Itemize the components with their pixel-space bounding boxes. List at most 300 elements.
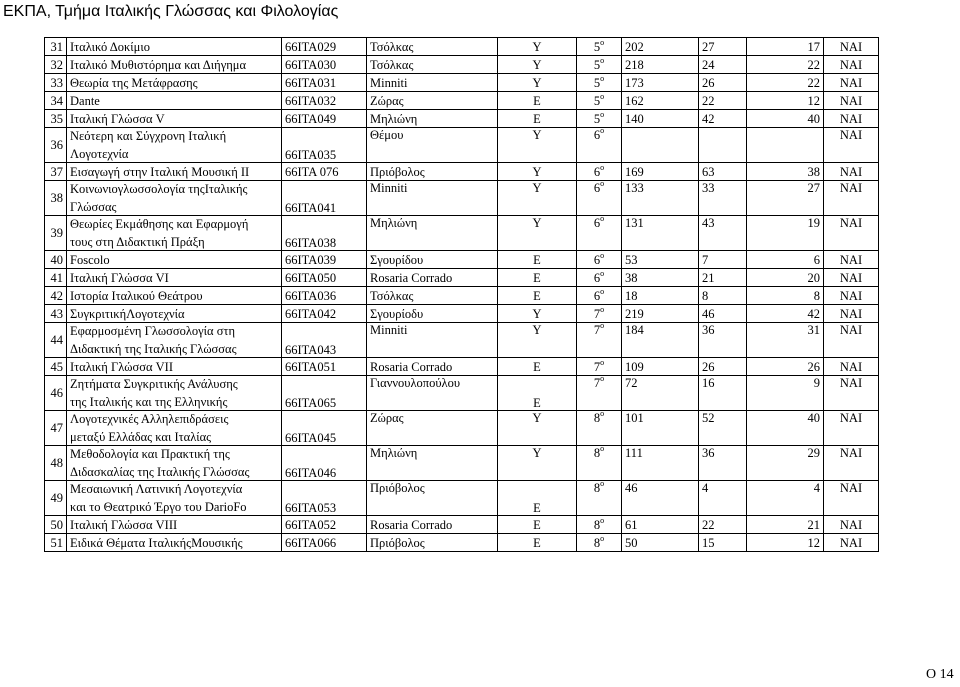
course-type-cell: Ε bbox=[498, 92, 577, 110]
semester-ordinal: ο bbox=[600, 480, 605, 488]
semester-number: 6 bbox=[593, 181, 601, 195]
course-name-cell: Ιταλική Γλώσσα VII bbox=[67, 358, 282, 376]
course-name-line: Κοινωνιογλωσσολογία τηςΙταλικής bbox=[70, 182, 248, 196]
instructor-cell: Μηλιώνη bbox=[367, 216, 498, 251]
evaluation-status-cell: ΝΑΙ bbox=[824, 251, 879, 269]
count-registered-cell: 219 bbox=[622, 305, 699, 323]
count-registered-cell: 109 bbox=[622, 358, 699, 376]
count-evaluated-cell: 40 bbox=[747, 411, 824, 446]
semester-ordinal: ο bbox=[600, 37, 605, 47]
instructor-cell: Θέμου bbox=[367, 128, 498, 163]
course-code: 66ΙΤΑ046 bbox=[285, 466, 337, 480]
semester-ordinal: ο bbox=[600, 304, 605, 314]
course-type-cell: Υ bbox=[498, 38, 577, 56]
row-number-cell: 40 bbox=[45, 251, 67, 269]
semester-cell bbox=[577, 163, 622, 181]
table-row bbox=[45, 516, 879, 534]
semester-ordinal: ο bbox=[600, 215, 605, 223]
count-registered-cell: 46 bbox=[622, 481, 699, 516]
instructor-cell: Ζώρας bbox=[367, 411, 498, 446]
count-registered-cell: 131 bbox=[622, 216, 699, 251]
instructor-cell: Μηλιώνη bbox=[367, 110, 498, 128]
course-code-cell bbox=[282, 411, 367, 446]
semester-ordinal: ο bbox=[600, 268, 605, 278]
instructor-cell: Τσόλκας bbox=[367, 287, 498, 305]
count-evaluated-cell: 12 bbox=[747, 92, 824, 110]
course-code: 66ΙΤΑ043 bbox=[285, 343, 337, 357]
course-type-cell: Ε bbox=[498, 110, 577, 128]
semester-cell bbox=[577, 305, 622, 323]
count-registered-cell: 218 bbox=[622, 56, 699, 74]
evaluation-status-cell: ΝΑΙ bbox=[824, 128, 879, 163]
count-evaluated-cell: 42 bbox=[747, 305, 824, 323]
count-registered-cell: 202 bbox=[622, 38, 699, 56]
count-participated-cell: 33 bbox=[699, 181, 747, 216]
course-name-cell bbox=[67, 411, 282, 446]
course-name-line: Διδασκαλίας της Ιταλικής Γλώσσας bbox=[70, 465, 250, 479]
course-type-cell: Ε bbox=[498, 358, 577, 376]
row-number-cell: 51 bbox=[45, 534, 67, 552]
course-code-cell: 66ΙΤΑ042 bbox=[282, 305, 367, 323]
count-participated-cell: 27 bbox=[699, 38, 747, 56]
window-title: ΕΚΠΑ, Τμήμα Ιταλικής Γλώσσας και Φιλολογίας bbox=[3, 3, 339, 20]
semester-number: 8 bbox=[593, 517, 601, 532]
course-code-cell: 66ΙΤΑ031 bbox=[282, 74, 367, 92]
semester-ordinal: ο bbox=[600, 533, 605, 543]
evaluation-status-cell: ΝΑΙ bbox=[824, 358, 879, 376]
table-row bbox=[45, 56, 879, 74]
course-name-line: Διδακτική της Ιταλικής Γλώσσας bbox=[70, 342, 237, 356]
evaluation-status-cell: ΝΑΙ bbox=[824, 516, 879, 534]
table-row bbox=[45, 481, 879, 516]
semester-cell bbox=[577, 269, 622, 287]
instructor-cell: Minniti bbox=[367, 323, 498, 358]
row-number-cell: 42 bbox=[45, 287, 67, 305]
table-row bbox=[45, 38, 879, 56]
count-participated-cell: 52 bbox=[699, 411, 747, 446]
course-type-cell: Υ bbox=[498, 56, 577, 74]
row-number-cell: 33 bbox=[45, 74, 67, 92]
evaluation-status-cell: ΝΑΙ bbox=[824, 216, 879, 251]
semester-ordinal: ο bbox=[600, 515, 605, 525]
evaluation-status-cell: ΝΑΙ bbox=[824, 446, 879, 481]
count-evaluated-cell: 26 bbox=[747, 358, 824, 376]
evaluation-status-cell: ΝΑΙ bbox=[824, 163, 879, 181]
semester-ordinal: ο bbox=[600, 73, 605, 83]
course-type-cell: Ε bbox=[498, 481, 577, 516]
count-evaluated-cell: 20 bbox=[747, 269, 824, 287]
semester-number: 5 bbox=[593, 111, 601, 126]
semester-ordinal: ο bbox=[600, 250, 605, 260]
count-registered-cell: 72 bbox=[622, 376, 699, 411]
semester-number: 5 bbox=[593, 39, 601, 54]
semester-number: 5 bbox=[593, 93, 601, 108]
semester-number: 6 bbox=[593, 216, 601, 230]
count-participated-cell: 26 bbox=[699, 74, 747, 92]
course-type-cell: Υ bbox=[498, 411, 577, 446]
evaluation-status-cell: ΝΑΙ bbox=[824, 56, 879, 74]
table-row bbox=[45, 323, 879, 358]
table-row bbox=[45, 251, 879, 269]
course-name-line: Θεωρίες Εκμάθησης και Εφαρμογή bbox=[70, 217, 249, 231]
course-name-cell bbox=[67, 446, 282, 481]
count-evaluated-cell: 40 bbox=[747, 110, 824, 128]
instructor-cell: Μηλιώνη bbox=[367, 446, 498, 481]
course-type-cell: Ε bbox=[498, 287, 577, 305]
course-code: 66ΙΤΑ035 bbox=[285, 148, 337, 162]
course-type-cell: Υ bbox=[498, 323, 577, 358]
course-name-line: Εφαρμοσμένη Γλωσσολογία στη bbox=[70, 324, 236, 338]
semester-number: 8 bbox=[593, 411, 601, 425]
row-number-cell: 47 bbox=[45, 411, 67, 446]
table-row bbox=[45, 110, 879, 128]
semester-ordinal: ο bbox=[600, 109, 605, 119]
course-name-cell: Ιταλική Γλώσσα VI bbox=[67, 269, 282, 287]
semester-cell bbox=[577, 534, 622, 552]
semester-cell bbox=[577, 38, 622, 56]
count-participated-cell: 21 bbox=[699, 269, 747, 287]
count-evaluated-cell: 29 bbox=[747, 446, 824, 481]
instructor-cell: Minniti bbox=[367, 181, 498, 216]
table-row bbox=[45, 411, 879, 446]
count-participated-cell: 26 bbox=[699, 358, 747, 376]
evaluation-status-cell: ΝΑΙ bbox=[824, 181, 879, 216]
count-participated-cell: 16 bbox=[699, 376, 747, 411]
instructor-cell: Rosaria Corrado bbox=[367, 269, 498, 287]
course-type-cell: Υ bbox=[498, 216, 577, 251]
course-code-cell: 66ΙΤΑ036 bbox=[282, 287, 367, 305]
instructor-cell: Σγουρίοδυ bbox=[367, 305, 498, 323]
course-name-cell bbox=[67, 128, 282, 163]
table-row bbox=[45, 287, 879, 305]
count-participated-cell: 43 bbox=[699, 216, 747, 251]
semester-cell bbox=[577, 358, 622, 376]
course-name-line: της Ιταλικής και της Ελληνικής bbox=[70, 395, 228, 409]
count-registered-cell: 184 bbox=[622, 323, 699, 358]
semester-cell bbox=[577, 411, 622, 446]
course-code-cell bbox=[282, 376, 367, 411]
instructor-cell: Minniti bbox=[367, 74, 498, 92]
row-number-cell: 38 bbox=[45, 181, 67, 216]
row-number-cell: 49 bbox=[45, 481, 67, 516]
course-type-cell: Ε bbox=[498, 251, 577, 269]
count-evaluated-cell: 38 bbox=[747, 163, 824, 181]
semester-cell bbox=[577, 56, 622, 74]
evaluation-status-cell: ΝΑΙ bbox=[824, 305, 879, 323]
semester-number: 7 bbox=[593, 359, 601, 374]
count-participated-cell: 7 bbox=[699, 251, 747, 269]
course-name-line: Μεσαιωνική Λατινική Λογοτεχνία bbox=[70, 482, 243, 496]
count-participated-cell: 36 bbox=[699, 323, 747, 358]
row-number-cell: 35 bbox=[45, 110, 67, 128]
course-code-cell bbox=[282, 446, 367, 481]
course-name-line: Λογοτεχνικές Αλληλεπιδράσεις bbox=[70, 412, 229, 426]
row-number-cell: 43 bbox=[45, 305, 67, 323]
course-name-cell: Ιταλική Γλώσσα V bbox=[67, 110, 282, 128]
evaluation-status-cell: ΝΑΙ bbox=[824, 376, 879, 411]
semester-ordinal: ο bbox=[600, 410, 605, 418]
course-code-cell: 66ΙΤΑ032 bbox=[282, 92, 367, 110]
course-name-cell: ΣυγκριτικήΛογοτεχνία bbox=[67, 305, 282, 323]
count-registered-cell bbox=[622, 128, 699, 163]
course-name-cell: Ειδικά Θέματα ΙταλικήςΜουσικής bbox=[67, 534, 282, 552]
count-evaluated-cell: 12 bbox=[747, 534, 824, 552]
count-participated-cell: 22 bbox=[699, 516, 747, 534]
count-registered-cell: 50 bbox=[622, 534, 699, 552]
course-name-cell: Εισαγωγή στην Ιταλική Μουσική ΙΙ bbox=[67, 163, 282, 181]
course-name-line: και το Θεατρικό Έργο του DarioFo bbox=[70, 500, 247, 514]
semester-cell bbox=[577, 287, 622, 305]
course-code-cell: 66ΙΤΑ049 bbox=[282, 110, 367, 128]
course-name-cell bbox=[67, 481, 282, 516]
evaluation-status-cell: ΝΑΙ bbox=[824, 534, 879, 552]
semester-number: 8 bbox=[593, 481, 601, 495]
semester-number: 6 bbox=[593, 164, 601, 179]
count-evaluated-cell: 19 bbox=[747, 216, 824, 251]
count-evaluated-cell: 22 bbox=[747, 56, 824, 74]
course-code: 66ΙΤΑ053 bbox=[285, 501, 337, 515]
count-participated-cell: 46 bbox=[699, 305, 747, 323]
row-number-cell: 48 bbox=[45, 446, 67, 481]
table-row bbox=[45, 269, 879, 287]
course-type-cell: Υ bbox=[498, 305, 577, 323]
course-name-cell: Ιταλικό Δοκίμιο bbox=[67, 38, 282, 56]
semester-cell bbox=[577, 74, 622, 92]
course-type-cell: Ε bbox=[498, 376, 577, 411]
count-evaluated-cell: 22 bbox=[747, 74, 824, 92]
course-name-line: Λογοτεχνία bbox=[70, 147, 129, 161]
semester-number: 7 bbox=[593, 323, 601, 337]
course-code-cell: 66ΙΤΑ051 bbox=[282, 358, 367, 376]
course-name-line: Νεότερη και Σύγχρονη Ιταλική bbox=[70, 129, 227, 143]
courses-table-body bbox=[45, 38, 879, 552]
count-participated-cell: 22 bbox=[699, 92, 747, 110]
course-code-cell: 66ΙΤΑ052 bbox=[282, 516, 367, 534]
course-name-cell bbox=[67, 181, 282, 216]
courses-table bbox=[44, 37, 879, 552]
semester-number: 6 bbox=[593, 252, 601, 267]
table-row bbox=[45, 305, 879, 323]
row-number-cell: 44 bbox=[45, 323, 67, 358]
count-evaluated-cell: 27 bbox=[747, 181, 824, 216]
course-code-cell bbox=[282, 323, 367, 358]
count-registered-cell: 101 bbox=[622, 411, 699, 446]
evaluation-status-cell: ΝΑΙ bbox=[824, 74, 879, 92]
semester-ordinal: ο bbox=[600, 127, 605, 135]
course-name-cell: Dante bbox=[67, 92, 282, 110]
semester-number: 6 bbox=[593, 128, 601, 142]
semester-ordinal: ο bbox=[600, 91, 605, 101]
semester-ordinal: ο bbox=[600, 322, 605, 330]
table-row bbox=[45, 181, 879, 216]
semester-number: 8 bbox=[593, 446, 601, 460]
count-registered-cell: 173 bbox=[622, 74, 699, 92]
course-type-cell: Ε bbox=[498, 269, 577, 287]
semester-ordinal: ο bbox=[600, 445, 605, 453]
instructor-cell: Τσόλκας bbox=[367, 38, 498, 56]
semester-cell bbox=[577, 481, 622, 516]
semester-number: 8 bbox=[593, 535, 601, 550]
table-row bbox=[45, 534, 879, 552]
instructor-cell: Τσόλκας bbox=[367, 56, 498, 74]
count-evaluated-cell: 6 bbox=[747, 251, 824, 269]
table-row bbox=[45, 358, 879, 376]
instructor-cell: Σγουρίδου bbox=[367, 251, 498, 269]
semester-cell bbox=[577, 446, 622, 481]
count-registered-cell: 111 bbox=[622, 446, 699, 481]
course-code-cell bbox=[282, 181, 367, 216]
course-type-cell: Υ bbox=[498, 181, 577, 216]
row-number-cell: 45 bbox=[45, 358, 67, 376]
count-participated-cell: 63 bbox=[699, 163, 747, 181]
instructor-cell: Ζώρας bbox=[367, 92, 498, 110]
page-label: Ο 14 bbox=[926, 667, 954, 682]
semester-cell bbox=[577, 251, 622, 269]
course-name-cell bbox=[67, 216, 282, 251]
count-registered-cell: 133 bbox=[622, 181, 699, 216]
evaluation-status-cell: ΝΑΙ bbox=[824, 92, 879, 110]
evaluation-status-cell: ΝΑΙ bbox=[824, 110, 879, 128]
evaluation-status-cell: ΝΑΙ bbox=[824, 323, 879, 358]
course-code-cell: 66ΙΤΑ029 bbox=[282, 38, 367, 56]
count-participated-cell: 24 bbox=[699, 56, 747, 74]
count-evaluated-cell bbox=[747, 128, 824, 163]
course-name-cell: Ιταλική Γλώσσα VIII bbox=[67, 516, 282, 534]
row-number-cell: 39 bbox=[45, 216, 67, 251]
course-name-line: μεταξύ Ελλάδας και Ιταλίας bbox=[70, 430, 212, 444]
count-participated-cell bbox=[699, 128, 747, 163]
count-registered-cell: 53 bbox=[622, 251, 699, 269]
course-code: 66ΙΤΑ038 bbox=[285, 236, 337, 250]
count-evaluated-cell: 21 bbox=[747, 516, 824, 534]
count-registered-cell: 61 bbox=[622, 516, 699, 534]
semester-cell bbox=[577, 181, 622, 216]
course-name-line: Μεθοδολογία και Πρακτική της bbox=[70, 447, 230, 461]
count-evaluated-cell: 31 bbox=[747, 323, 824, 358]
table-row bbox=[45, 216, 879, 251]
course-name-cell bbox=[67, 376, 282, 411]
table-row bbox=[45, 74, 879, 92]
table-row bbox=[45, 376, 879, 411]
row-number-cell: 36 bbox=[45, 128, 67, 163]
semester-cell bbox=[577, 92, 622, 110]
semester-ordinal: ο bbox=[600, 180, 605, 188]
course-code-cell: 66ΙΤΑ066 bbox=[282, 534, 367, 552]
course-code-cell bbox=[282, 481, 367, 516]
count-participated-cell: 42 bbox=[699, 110, 747, 128]
course-type-cell: Ε bbox=[498, 516, 577, 534]
semester-number: 6 bbox=[593, 270, 601, 285]
count-registered-cell: 162 bbox=[622, 92, 699, 110]
evaluation-status-cell: ΝΑΙ bbox=[824, 287, 879, 305]
count-participated-cell: 4 bbox=[699, 481, 747, 516]
semester-number: 7 bbox=[593, 306, 601, 321]
count-registered-cell: 140 bbox=[622, 110, 699, 128]
course-code: 66ΙΤΑ041 bbox=[285, 201, 337, 215]
count-evaluated-cell: 9 bbox=[747, 376, 824, 411]
semester-cell bbox=[577, 110, 622, 128]
semester-number: 5 bbox=[593, 75, 601, 90]
evaluation-status-cell: ΝΑΙ bbox=[824, 269, 879, 287]
row-number-cell: 50 bbox=[45, 516, 67, 534]
evaluation-status-cell: ΝΑΙ bbox=[824, 411, 879, 446]
semester-cell bbox=[577, 323, 622, 358]
instructor-cell: Γιαννουλοπούλου bbox=[367, 376, 498, 411]
instructor-cell: Πριόβολος bbox=[367, 163, 498, 181]
evaluation-status-cell: ΝΑΙ bbox=[824, 481, 879, 516]
course-code: 66ΙΤΑ065 bbox=[285, 396, 337, 410]
course-code-cell bbox=[282, 128, 367, 163]
course-name-line: τους στη Διδακτική Πράξη bbox=[70, 235, 205, 249]
count-participated-cell: 36 bbox=[699, 446, 747, 481]
course-name-cell: Ιταλικό Μυθιστόρημα και Διήγημα bbox=[67, 56, 282, 74]
count-evaluated-cell: 17 bbox=[747, 38, 824, 56]
course-code-cell: 66ΙΤΑ030 bbox=[282, 56, 367, 74]
count-participated-cell: 15 bbox=[699, 534, 747, 552]
course-type-cell: Υ bbox=[498, 163, 577, 181]
semester-number: 6 bbox=[593, 288, 601, 303]
row-number-cell: 37 bbox=[45, 163, 67, 181]
course-code-cell: 66ΙΤΑ039 bbox=[282, 251, 367, 269]
row-number-cell: 34 bbox=[45, 92, 67, 110]
course-type-cell: Υ bbox=[498, 128, 577, 163]
count-participated-cell: 8 bbox=[699, 287, 747, 305]
course-type-cell: Υ bbox=[498, 74, 577, 92]
instructor-cell: Rosaria Corrado bbox=[367, 516, 498, 534]
instructor-cell: Rosaria Corrado bbox=[367, 358, 498, 376]
course-code-cell bbox=[282, 216, 367, 251]
course-code-cell: 66ΙΤΑ050 bbox=[282, 269, 367, 287]
semester-ordinal: ο bbox=[600, 357, 605, 367]
course-code-cell: 66ΙΤΑ 076 bbox=[282, 163, 367, 181]
course-name-cell: Ιστορία Ιταλικού Θεάτρου bbox=[67, 287, 282, 305]
evaluation-status-cell: ΝΑΙ bbox=[824, 38, 879, 56]
semester-cell bbox=[577, 216, 622, 251]
table-row bbox=[45, 128, 879, 163]
table-row bbox=[45, 92, 879, 110]
instructor-cell: Πριόβολος bbox=[367, 481, 498, 516]
semester-ordinal: ο bbox=[600, 55, 605, 65]
table-row bbox=[45, 163, 879, 181]
count-registered-cell: 38 bbox=[622, 269, 699, 287]
table-row bbox=[45, 446, 879, 481]
row-number-cell: 31 bbox=[45, 38, 67, 56]
semester-cell bbox=[577, 376, 622, 411]
course-type-cell: Ε bbox=[498, 534, 577, 552]
course-type-cell: Υ bbox=[498, 446, 577, 481]
course-name-line: Ζητήματα Συγκριτικής Ανάλυσης bbox=[70, 377, 238, 391]
count-evaluated-cell: 4 bbox=[747, 481, 824, 516]
course-name-cell: Foscolo bbox=[67, 251, 282, 269]
course-name-cell bbox=[67, 323, 282, 358]
semester-cell bbox=[577, 128, 622, 163]
course-name-cell: Θεωρία της Μετάφρασης bbox=[67, 74, 282, 92]
semester-ordinal: ο bbox=[600, 375, 605, 383]
count-registered-cell: 18 bbox=[622, 287, 699, 305]
semester-number: 5 bbox=[593, 57, 601, 72]
semester-ordinal: ο bbox=[600, 162, 605, 172]
instructor-cell: Πριόβολος bbox=[367, 534, 498, 552]
semester-number: 7 bbox=[593, 376, 601, 390]
course-name-line: Γλώσσας bbox=[70, 200, 117, 214]
row-number-cell: 46 bbox=[45, 376, 67, 411]
row-number-cell: 41 bbox=[45, 269, 67, 287]
semester-ordinal: ο bbox=[600, 286, 605, 296]
semester-cell bbox=[577, 516, 622, 534]
course-code: 66ΙΤΑ045 bbox=[285, 431, 337, 445]
count-registered-cell: 169 bbox=[622, 163, 699, 181]
row-number-cell: 32 bbox=[45, 56, 67, 74]
